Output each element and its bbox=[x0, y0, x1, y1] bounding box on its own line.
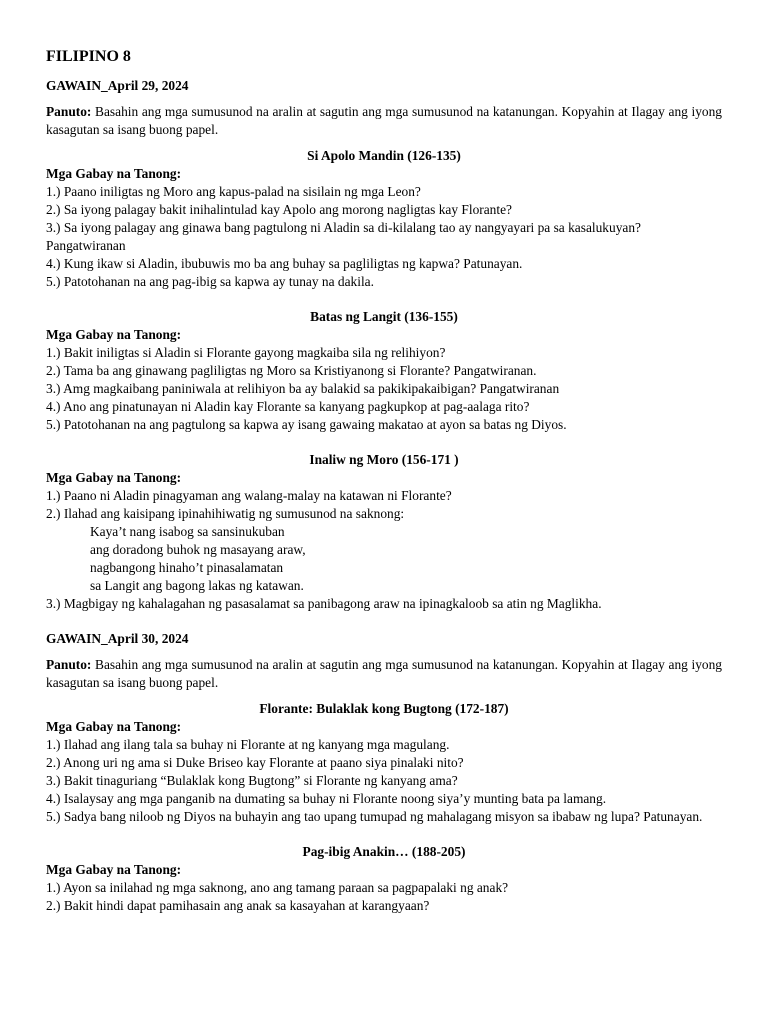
gawain-heading-april-29: GAWAIN_April 29, 2024 bbox=[46, 78, 189, 93]
question-item: 3.) Magbigay ng kahalagahan ng pasasalamat sa panibagong araw na ipinagkaloob sa atin ng Maglikha. bbox=[46, 596, 602, 611]
question-item: 5.) Patotohanan na ang pag-ibig sa kapwa ay tunay na dakila. bbox=[46, 274, 374, 289]
panuto-label: Panuto: bbox=[46, 657, 92, 672]
section-si-apolo-mandin bbox=[46, 147, 722, 291]
section-bulaklak-kong-bugtong bbox=[46, 700, 722, 826]
section-title: Si Apolo Mandin (126-135) bbox=[307, 148, 461, 163]
panuto-label: Panuto: bbox=[46, 104, 92, 119]
question-item: 2.) Ilahad ang kaisipang ipinahihiwatig ng sumusunod na saknong: bbox=[46, 506, 405, 521]
question-item: 3.) Sa iyong palagay ang ginawa bang pagtulong ni Aladin sa di-kilalang tao ay nangyayari pa sa kasalukuyan? Pangatwiranan bbox=[46, 220, 641, 253]
poem-stanza bbox=[90, 523, 722, 595]
panuto-paragraph-2 bbox=[46, 656, 722, 692]
question-item: 4.) Isalaysay ang mga panganib na dumating sa buhay ni Florante noong siya’y munting bata pa lamang. bbox=[46, 791, 607, 806]
section-pag-ibig-anakin bbox=[46, 843, 722, 915]
section-title: Pag-ibig Anakin… (188-205) bbox=[302, 844, 466, 859]
question-item: 1.) Ayon sa inilahad ng mga saknong, ano ang tamang paraan sa pagpapalaki ng anak? bbox=[46, 880, 509, 895]
guide-questions-label: Mga Gabay na Tanong: bbox=[46, 719, 182, 734]
question-item: 2.) Anong uri ng ama si Duke Briseo kay Florante at paano siya pinalaki nito? bbox=[46, 755, 464, 770]
question-item: 1.) Paano iniligtas ng Moro ang kapus-palad na sisilain ng mga Leon? bbox=[46, 184, 421, 199]
question-item: 3.) Amg magkaibang paniniwala at relihiyon ba ay balakid sa pakikipakaibigan? Pangatwiranan bbox=[46, 381, 560, 396]
guide-questions-label: Mga Gabay na Tanong: bbox=[46, 470, 182, 485]
question-item: 1.) Ilahad ang ilang tala sa buhay ni Florante at ng kanyang mga magulang. bbox=[46, 737, 450, 752]
question-item: 2.) Bakit hindi dapat pamihasain ang anak sa kasayahan at karangyaan? bbox=[46, 898, 430, 913]
question-item: 5.) Patotohanan na ang pagtulong sa kapwa ay isang gawaing makatao at ayon sa batas ng Diyos. bbox=[46, 417, 567, 432]
question-item: 1.) Bakit iniligtas si Aladin si Florante gayong magkaiba sila ng relihiyon? bbox=[46, 345, 446, 360]
question-item: 5.) Sadya bang niloob ng Diyos na buhayin ang tao upang tumupad ng mahalagang misyon sa ibabaw ng lupa? Patunayan. bbox=[46, 809, 703, 824]
panuto-text: Basahin ang mga sumusunod na aralin at sagutin ang mga sumusunod na katanungan. Kopyahin at Ilagay ang iyong kasagutan sa isang buong papel. bbox=[46, 657, 722, 690]
document-title: FILIPINO 8 bbox=[46, 48, 131, 65]
stanza-line: nagbangong hinaho’t pinasalamatan bbox=[90, 560, 284, 575]
question-item: 2.) Tama ba ang ginawang pagliligtas ng Moro sa Kristiyanong si Florante? Pangatwiranan. bbox=[46, 363, 537, 378]
panuto-text: Basahin ang mga sumusunod na aralin at sagutin ang mga sumusunod na katanungan. Kopyahin at Ilagay ang iyong kasagutan sa isang buong papel. bbox=[46, 104, 722, 137]
section-title: Batas ng Langit (136-155) bbox=[310, 309, 458, 324]
gawain-heading-april-30: GAWAIN_April 30, 2024 bbox=[46, 631, 189, 646]
section-title: Florante: Bulaklak kong Bugtong (172-187) bbox=[259, 701, 509, 716]
stanza-line: ang doradong buhok ng masayang araw, bbox=[90, 542, 306, 557]
section-inaliw-ng-moro bbox=[46, 451, 722, 613]
stanza-line: sa Langit ang bagong lakas ng katawan. bbox=[90, 578, 304, 593]
question-item: 4.) Ano ang pinatunayan ni Aladin kay Florante sa kanyang pagkupkop at pag-aalaga rito? bbox=[46, 399, 530, 414]
stanza-line: Kaya’t nang isabog sa sansinukuban bbox=[90, 524, 285, 539]
section-batas-ng-langit bbox=[46, 308, 722, 434]
document-page bbox=[46, 46, 722, 932]
guide-questions-label: Mga Gabay na Tanong: bbox=[46, 327, 182, 342]
panuto-paragraph-1 bbox=[46, 103, 722, 139]
guide-questions-label: Mga Gabay na Tanong: bbox=[46, 166, 182, 181]
section-title: Inaliw ng Moro (156-171 ) bbox=[309, 452, 459, 467]
question-item: 3.) Bakit tinaguriang “Bulaklak kong Bugtong” si Florante ng kanyang ama? bbox=[46, 773, 458, 788]
guide-questions-label: Mga Gabay na Tanong: bbox=[46, 862, 182, 877]
question-item: 4.) Kung ikaw si Aladin, ibubuwis mo ba ang buhay sa pagliligtas ng kapwa? Patunayan. bbox=[46, 256, 523, 271]
question-item: 2.) Sa iyong palagay bakit inihalintulad kay Apolo ang morong nagligtas kay Florante? bbox=[46, 202, 512, 217]
question-item: 1.) Paano ni Aladin pinagyaman ang walang-malay na katawan ni Florante? bbox=[46, 488, 452, 503]
